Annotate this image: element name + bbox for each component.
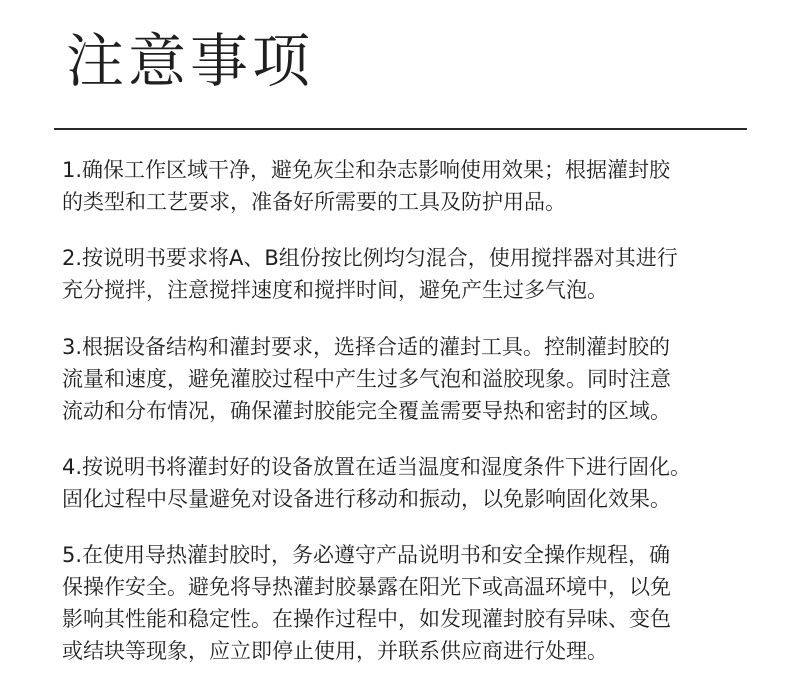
note-item-2 xyxy=(62,242,752,306)
note-line: 2.按说明书要求将A、B组份按比例均匀混合，使用搅拌器对其进行 xyxy=(62,246,678,270)
note-line: 流量和速度，避免灌胶过程中产生过多气泡和溢胶现象。同时注意 xyxy=(62,367,671,391)
note-item-1 xyxy=(62,154,752,218)
note-line: 影响其性能和稳定性。在操作过程中，如发现灌封胶有异味、变色 xyxy=(62,607,671,631)
note-item-5 xyxy=(62,539,752,667)
note-item-3 xyxy=(62,331,752,427)
note-line: 5.在使用导热灌封胶时，务必遵守产品说明书和安全操作规程，确 xyxy=(62,543,671,567)
note-line: 保操作安全。避免将导热灌封胶暴露在阳光下或高温环境中，以免 xyxy=(62,575,671,599)
note-line: 4.按说明书将灌封好的设备放置在适当温度和湿度条件下进行固化。 xyxy=(62,455,692,479)
note-line: 3.根据设备结构和灌封要求，选择合适的灌封工具。控制灌封胶的 xyxy=(62,335,671,359)
note-line: 流动和分布情况，确保灌封胶能完全覆盖需要导热和密封的区域。 xyxy=(62,399,671,423)
note-line: 1.确保工作区域干净，避免灰尘和杂志影响使用效果；根据灌封胶 xyxy=(62,158,671,182)
notes-list xyxy=(62,154,752,667)
note-item-4 xyxy=(62,451,752,515)
note-line: 的类型和工艺要求，准备好所需要的工具及防护用品。 xyxy=(62,190,566,214)
title-divider xyxy=(54,128,747,130)
note-line: 充分搅拌，注意搅拌速度和搅拌时间，避免产生过多气泡。 xyxy=(62,278,608,302)
note-line: 固化过程中尽量避免对设备进行移动和振动，以免影响固化效果。 xyxy=(62,487,671,511)
note-line: 或结块等现象，应立即停止使用，并联系供应商进行处理。 xyxy=(62,639,608,663)
page-title: 注意事项 xyxy=(66,27,315,95)
